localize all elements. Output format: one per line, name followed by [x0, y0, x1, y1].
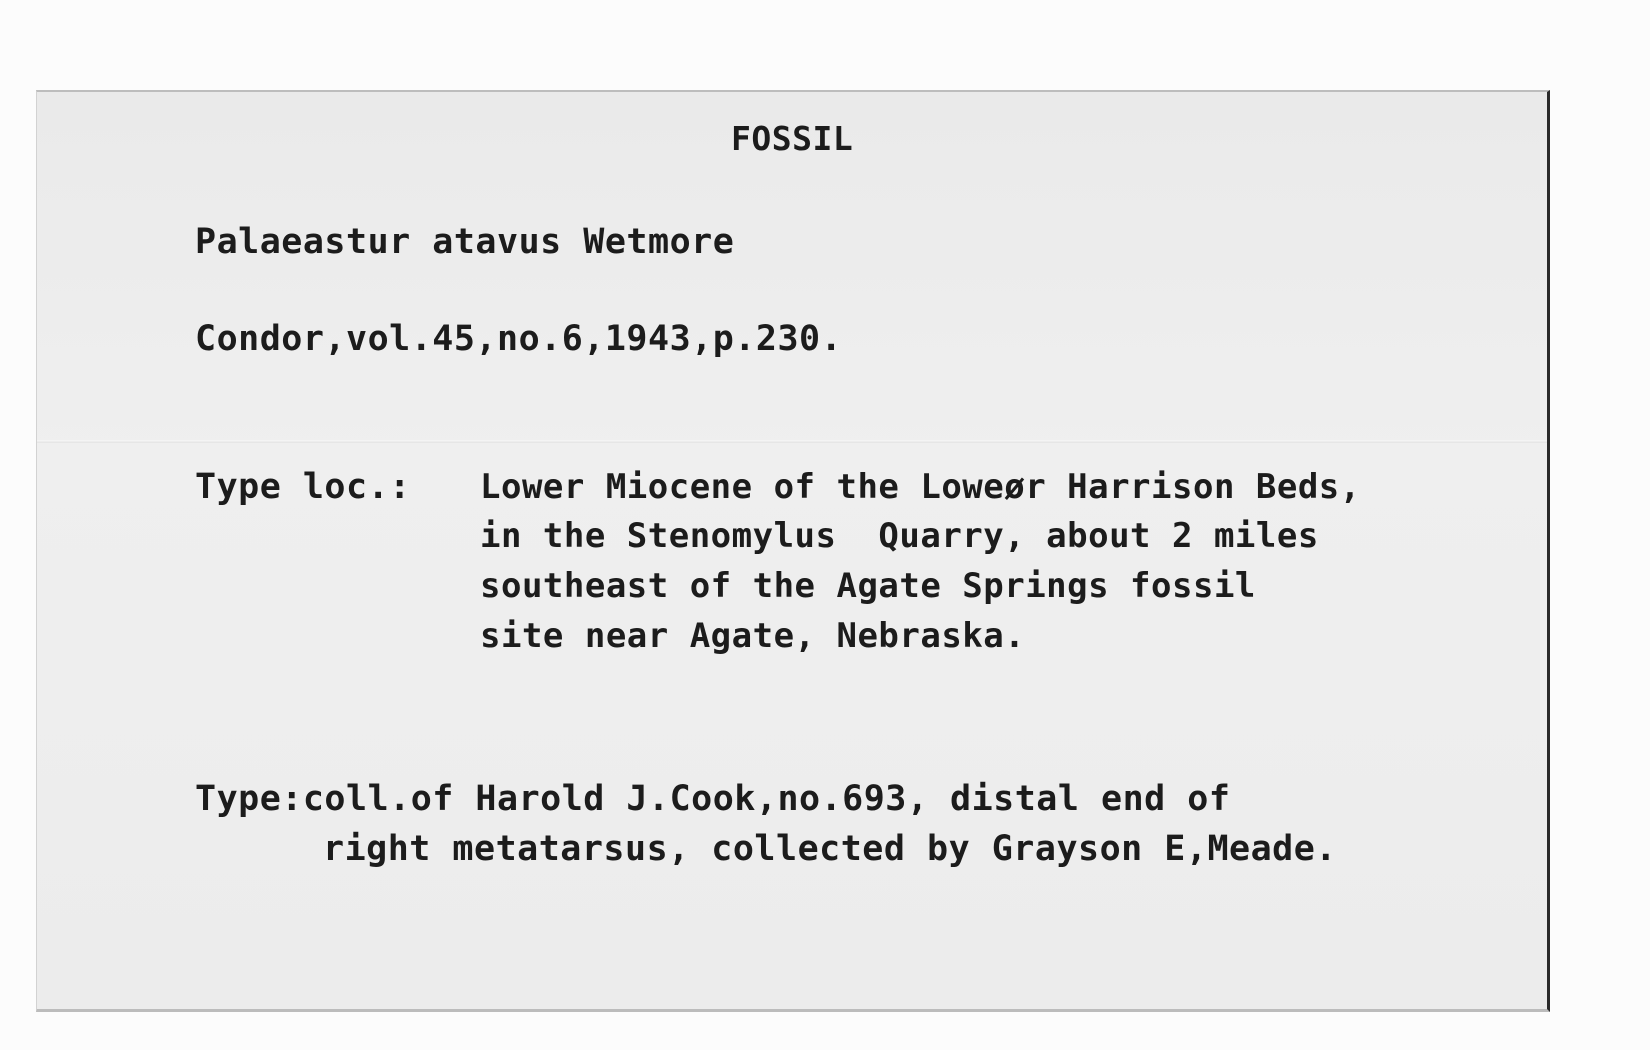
card-heading: FOSSIL — [731, 119, 854, 158]
type-locality-line: Lower Miocene of the Loweør Harrison Beds, — [480, 467, 1361, 507]
type-specimen-line: right metatarsus, collected by Grayson E,Meade. — [323, 829, 1337, 869]
type-locality-label: Type loc.: — [195, 467, 411, 507]
card-fold-line — [37, 440, 1547, 443]
type-specimen-line: Type:coll.of Harold J.Cook,no.693, distal end of — [195, 779, 1231, 819]
type-locality-line: site near Agate, Nebraska. — [480, 616, 1026, 656]
type-locality-line: southeast of the Agate Springs fossil — [480, 566, 1256, 606]
publication-citation: Condor,vol.45,no.6,1943,p.230. — [195, 319, 843, 359]
index-card — [36, 90, 1550, 1012]
type-locality-line: in the Stenomylus Quarry, about 2 miles — [480, 516, 1319, 556]
species-name: Palaeastur atavus Wetmore — [195, 222, 735, 262]
